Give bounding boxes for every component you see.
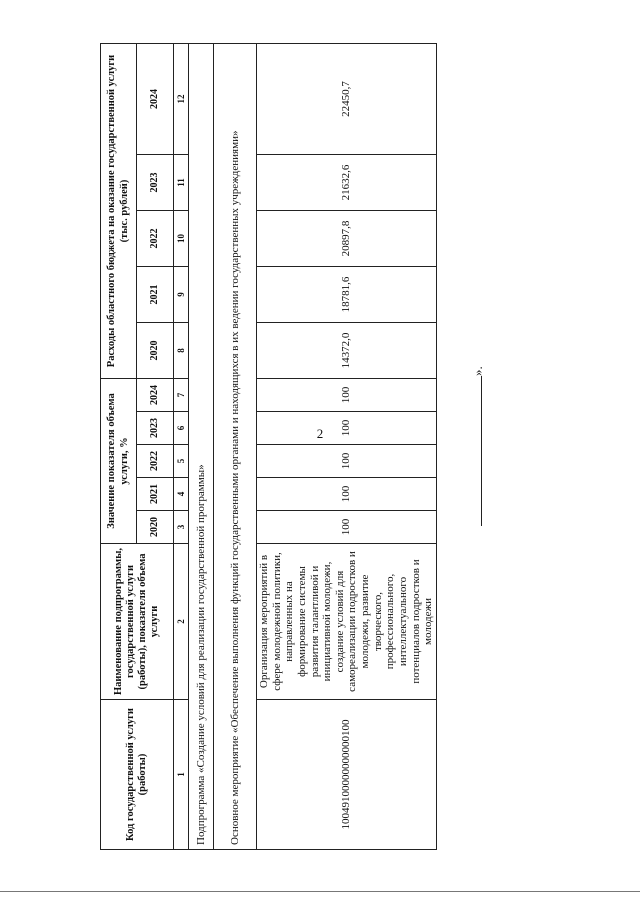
expense-cell: 21632,6 bbox=[257, 154, 437, 210]
rotated-table-area bbox=[100, 44, 446, 850]
column-index: 12 bbox=[174, 43, 189, 154]
value-cell: 100 bbox=[257, 478, 437, 511]
value-cell: 100 bbox=[257, 412, 437, 445]
column-index: 10 bbox=[174, 210, 189, 266]
closing-area bbox=[468, 346, 488, 526]
column-index: 8 bbox=[174, 322, 189, 378]
subprogram-title: Подпрограмма «Создание условий для реализации государственной программы» bbox=[189, 43, 214, 849]
main-activity-row bbox=[214, 43, 257, 849]
value-cell: 100 bbox=[257, 378, 437, 411]
column-index: 3 bbox=[174, 511, 189, 544]
expense-cell: 22450,7 bbox=[257, 43, 437, 154]
column-index: 7 bbox=[174, 378, 189, 411]
column-index: 4 bbox=[174, 478, 189, 511]
header-row-1 bbox=[101, 43, 137, 849]
header-value-year: 2024 bbox=[137, 378, 174, 411]
table-row bbox=[257, 43, 437, 849]
main-activity-title: Основное мероприятие «Обеспечение выполнения функций государственными органами и находящихся в их ведении государственных учреждениями» bbox=[214, 43, 257, 849]
page-number: 2 bbox=[316, 426, 324, 441]
header-value-year: 2022 bbox=[137, 445, 174, 478]
header-expenses-group: Расходы областного бюджета на оказание государственной услуги (тыс. рублей) bbox=[101, 43, 137, 378]
column-index: 1 bbox=[174, 700, 189, 850]
column-index: 9 bbox=[174, 266, 189, 322]
header-name: Наименование подпрограммы, государственной услуги (работы), показателя объема услуги bbox=[101, 544, 174, 700]
header-expense-year: 2021 bbox=[137, 266, 174, 322]
services-table bbox=[100, 43, 437, 850]
service-code: 10049100000000000100 bbox=[257, 700, 437, 850]
expense-cell: 14372,0 bbox=[257, 322, 437, 378]
column-index: 11 bbox=[174, 154, 189, 210]
header-expense-year: 2023 bbox=[137, 154, 174, 210]
column-index: 5 bbox=[174, 445, 189, 478]
column-index: 6 bbox=[174, 412, 189, 445]
value-cell: 100 bbox=[257, 511, 437, 544]
header-expense-year: 2020 bbox=[137, 322, 174, 378]
column-index-row bbox=[174, 43, 189, 849]
header-value-year: 2021 bbox=[137, 478, 174, 511]
header-values-group: Значение показателя объема услуги, % bbox=[101, 378, 137, 543]
closing-line bbox=[481, 376, 482, 526]
header-expense-year: 2024 bbox=[137, 43, 174, 154]
expense-cell: 18781,6 bbox=[257, 266, 437, 322]
header-expense-year: 2022 bbox=[137, 210, 174, 266]
expense-cell: 20897,8 bbox=[257, 210, 437, 266]
closing-quote: ». bbox=[470, 366, 485, 376]
header-value-year: 2020 bbox=[137, 511, 174, 544]
value-cell: 100 bbox=[257, 445, 437, 478]
page-bottom-rule bbox=[0, 891, 640, 892]
service-name: Организация мероприятий в сфере молодежной политики, направленных на формирование системы развития талантливой и инициативной молодежи, создание условий для самореализации подростков и молодежи, развитие творческого, профессионального, интеллектуального потенциалов подростков и молодежи bbox=[257, 544, 437, 700]
header-code: Код государственной услуги (работы) bbox=[101, 700, 174, 850]
subprogram-row bbox=[189, 43, 214, 849]
header-value-year: 2023 bbox=[137, 412, 174, 445]
column-index: 2 bbox=[174, 544, 189, 700]
